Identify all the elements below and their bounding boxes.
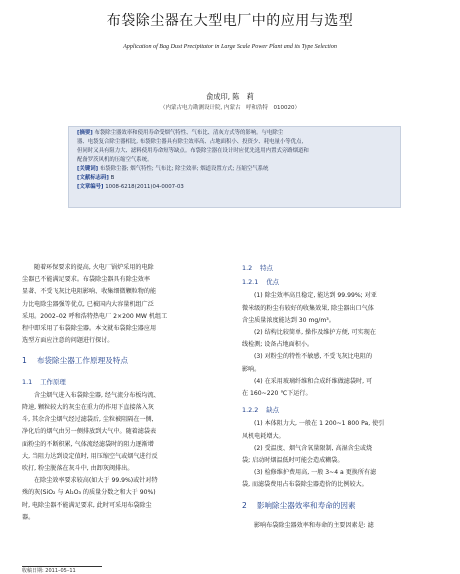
subsection-number: 1.1 xyxy=(22,377,33,386)
article-no: 1008-6218(2011)04-0007-03 xyxy=(105,184,184,190)
section-number: 1 xyxy=(22,356,27,366)
subsection-title: 工作原理 xyxy=(40,377,66,386)
text-line: 影响。 xyxy=(242,365,261,373)
subsection-heading xyxy=(242,276,448,288)
text-line: 采用。2002–02 呼和浩特热电厂 2×200 MW 机组工 xyxy=(22,312,168,320)
text-line: (4) 在采用玻璃纤维和合成纤维做滤袋时, 可 xyxy=(254,377,373,385)
subsection-heading xyxy=(242,262,448,274)
principle-paragraph xyxy=(22,390,227,524)
doc-code-label: [文献标志码] xyxy=(77,175,109,181)
text-line: (2) 结构比较简单, 操作及维护方便, 可实现在 xyxy=(254,329,376,337)
text-line: 吹打, 粉尘脱落在灰斗中, 由卸灰阀排出。 xyxy=(22,465,134,473)
doc-code: B xyxy=(110,175,115,181)
text-line: (3) 对粉尘的特性不敏感, 不受飞灰比电阻的 xyxy=(254,353,373,361)
subsection-number: 1.2 xyxy=(242,264,253,272)
left-column xyxy=(22,262,227,524)
text-line: 在除尘效率要求较高(如大于 99.9%)或针对特 xyxy=(34,477,158,485)
article-no-label: [文章编号] xyxy=(77,184,104,190)
text-line: 线检测; 设备占地面积小。 xyxy=(242,341,314,349)
subsection-title: 优点 xyxy=(266,278,280,287)
text-line: 袋; 启动时烟温低时可能会造成糊袋。 xyxy=(242,457,344,465)
subsection-heading xyxy=(22,376,227,388)
text-line: 微米级的粉尘有较好的收集效果, 除尘器出口气体 xyxy=(242,304,374,312)
section-heading xyxy=(22,355,227,367)
text-line: 在 160~220 ℃下运行。 xyxy=(242,390,312,398)
section-title: 布袋除尘器工作原理及特点 xyxy=(36,356,128,366)
right-column xyxy=(242,262,448,532)
text-line: 袋, 而滤袋费用占布袋除尘器造价的比例较大。 xyxy=(242,481,368,489)
text-line: (1) 除尘效率高且稳定, 能达到 99.99%; 对亚 xyxy=(254,292,377,300)
abstract-text: 布袋除尘器效率和使用寿命受烟气特性、气布比、清灰方式等的影响。与电除尘 xyxy=(94,130,284,136)
text-line: (3) 检修维护费用高, 一般 3~4 a 更换所有滤 xyxy=(254,469,377,477)
abstract-line: 配备罗茨风机的压缩空气系统。 xyxy=(77,157,153,163)
disadvantages-list xyxy=(242,418,448,491)
abstract-line xyxy=(77,129,394,138)
section-title: 影响除尘器效率和寿命的因素 xyxy=(256,500,356,510)
text-line: (1) 本体阻力大, 一般在 1 200~1 800 Pa, 使引 xyxy=(254,420,385,428)
subsection-title: 特点 xyxy=(260,264,273,272)
paper-title-en: Application of Bag Dust Precipitator in Large Scale Power Plant and its Type Selection xyxy=(123,44,337,50)
authors: 俞成印, 陈 莉 xyxy=(206,92,254,101)
paper-title-cn: 布袋除尘器在大型电厂中的应用与选型 xyxy=(106,13,354,29)
text-line: (2) 受温度、烟气含氧量限制, 高湿含尘或烧 xyxy=(254,444,373,452)
text-line: 器。 xyxy=(22,513,35,521)
text-line: 面粉尘的不断积累, 气体流经滤袋时的阻力逐渐增 xyxy=(22,440,154,448)
intro-paragraph xyxy=(22,262,227,347)
keywords-label: [关键词] xyxy=(77,166,99,172)
subsection-title: 缺点 xyxy=(266,406,280,415)
text-line: 降速, 颗粒较大的灰尘在重力的作用下直接落入灰 xyxy=(22,404,154,412)
text-line: 影响布袋除尘器效率和寿命的主要因素是: 滤 xyxy=(254,521,374,529)
text-line: 殊的灰(SiO₂ 与 Al₂O₃ 的质量分数之和大于 90%) xyxy=(22,489,156,497)
abstract-line: 器、电袋复合除尘器相比, 布袋除尘器具有除尘效率高、占地面积小、投资少、耗电量小等优点, xyxy=(77,139,304,145)
text-line: 时, 电除尘器不能满足要求, 此时可采用布袋除尘 xyxy=(22,501,152,509)
text-line: 选型方面应注意的问题进行探讨。 xyxy=(22,337,114,345)
text-line: 含尘质量浓度能达到 30 mg/m³。 xyxy=(242,316,335,324)
footnote: 收稿日期: 2011–05–11 xyxy=(22,568,76,574)
text-line: 尘器已不能满足要求。布袋除尘器具有除尘效率 xyxy=(22,276,150,284)
advantages-list xyxy=(242,290,448,400)
abstract-box xyxy=(68,126,401,208)
keywords-line xyxy=(77,165,394,174)
abstract-line: 但同时又具有阻力大、滤料使用寿命短等缺点。布袋除尘器在设计时应优先选用内置式旁路烟道和 xyxy=(77,148,309,154)
subsection-heading xyxy=(242,404,448,416)
text-line: 大, 当阻力达到设定值时, 用压缩空气或烟气进行反 xyxy=(22,452,158,460)
text-line: 力比电除尘器强等优点, 已被国内大容量机组广泛 xyxy=(22,300,154,308)
doc-code-line xyxy=(77,174,394,183)
abstract-label: [摘要] xyxy=(77,130,93,136)
subsection-number: 1.2.2 xyxy=(242,406,259,415)
text-line: 随着环保要求的提高, 火电厂锅炉采用的电除 xyxy=(34,264,154,271)
text-line: 程中即采用了布袋除尘器。本文就布袋除尘器应用 xyxy=(22,325,157,333)
text-line: 斗, 其余含尘烟气经过滤袋后, 尘粒被阻隔在一侧, xyxy=(22,416,154,424)
section-number: 2 xyxy=(242,500,247,510)
affiliation: （内蒙古电力勘测设计院, 内蒙古 呼和浩特 010020） xyxy=(160,105,300,111)
section-heading xyxy=(242,500,448,512)
text-line: 显著、不受飞灰比电阻影响、收集细微颗粒物的能 xyxy=(22,288,157,296)
text-line: 含尘烟气进入布袋除尘器, 经气流分布板均流、 xyxy=(34,391,160,399)
keywords: 布袋除尘器; 烟气特性; 气布比; 除尘效率; 烟道设置方式; 压缩空气系统 xyxy=(99,166,269,172)
article-no-line xyxy=(77,183,394,192)
text-line: 净化后的烟气由另一侧排放到大气中。随着滤袋表 xyxy=(22,428,157,436)
subsection-number: 1.2.1 xyxy=(242,278,259,287)
text-line: 风机电耗增大。 xyxy=(242,432,285,440)
